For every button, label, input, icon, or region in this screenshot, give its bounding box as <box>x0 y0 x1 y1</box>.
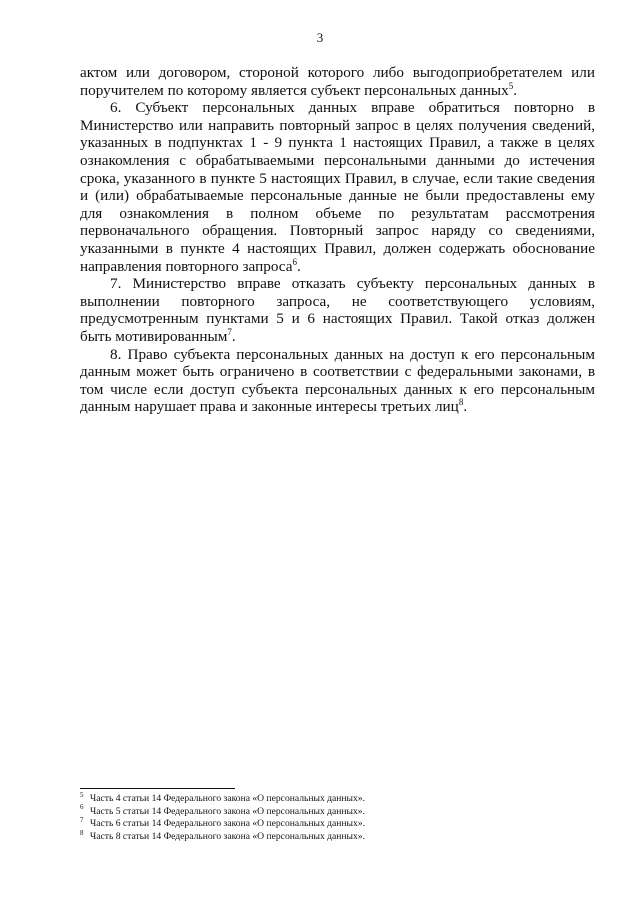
footnote-7: 7 Часть 6 статьи 14 Федерального закона «О персональных данных». <box>80 816 365 830</box>
paragraph-tail: . <box>463 398 468 416</box>
footnote-8: 8 Часть 8 статьи 14 Федерального закона «О персональных данных». <box>80 828 365 842</box>
document-body <box>80 64 595 416</box>
footnote-6: 6 Часть 5 статьи 14 Федерального закона «О персональных данных». <box>80 803 365 817</box>
footnote-ref: 5 <box>508 80 514 91</box>
paragraph-text: 7. Министерство вправе отказать субъекту персональных данных в выполнении повторного запроса, не соответствующего условиям, предусмотренным пунктами 5 и 6 настоящих Правил. Такой отказ должен быть мотивированным <box>80 275 595 345</box>
paragraph-item-8 <box>80 346 595 416</box>
paragraph-text: 8. Право субъекта персональных данных на доступ к его персональным данным может быть ограничено в соответствии с федеральными законами, в том числе если доступ субъекта персональных данных к его персональным данным нарушает права и законные интересы третьих лиц <box>80 345 595 416</box>
paragraph-tail: . <box>513 81 517 99</box>
paragraph-tail: . <box>296 257 301 275</box>
paragraph-item-7 <box>80 275 595 345</box>
footnote-ref: 8 <box>458 397 464 408</box>
footnote-text: Часть 5 статьи 14 Федерального закона «О персональных данных». <box>90 805 365 817</box>
paragraph-tail: . <box>231 327 236 345</box>
footnote-text: Часть 8 статьи 14 Федерального закона «О персональных данных». <box>90 830 365 842</box>
footnote-5: 5 Часть 4 статьи 14 Федерального закона «О персональных данных». <box>80 790 365 804</box>
footnote-ref: 7 <box>227 326 232 337</box>
footnote-text: Часть 4 статьи 14 Федерального закона «О персональных данных». <box>90 793 365 804</box>
paragraph-text: 6. Субъект персональных данных вправе обратиться повторно в Министерство или направить повторный запрос в целях получения сведений, указанных в подпунктах 1 - 9 пункта 1 настоящих Правил, а также в целях ознакомления с обрабатываемыми персональными данными до истечения срока, указанного в пункте 5 настоящих Правил, в случае, если такие сведения и (или) обрабатываемые персональные данные не были предоставлены ему для ознакомления в полном объеме по результатам рассмотрения первоначального обращения. Повторный запрос наряду со сведениями, указанными в пункте 4 настоящих Правил, должен содержать обоснование направления повторного запроса <box>80 99 595 275</box>
footnotes <box>80 790 595 843</box>
footnote-text: Часть 6 статьи 14 Федерального закона «О персональных данных». <box>90 818 365 830</box>
paragraph-text: актом или договором, стороной которого либо выгодоприобретателем или поручителем по которому является субъект персональных данных <box>80 64 595 99</box>
footnote-separator <box>80 788 235 789</box>
paragraph-continuation <box>80 64 595 99</box>
footnote-ref: 6 <box>292 256 297 267</box>
page-number: 3 <box>316 30 324 45</box>
paragraph-item-6 <box>80 99 595 275</box>
